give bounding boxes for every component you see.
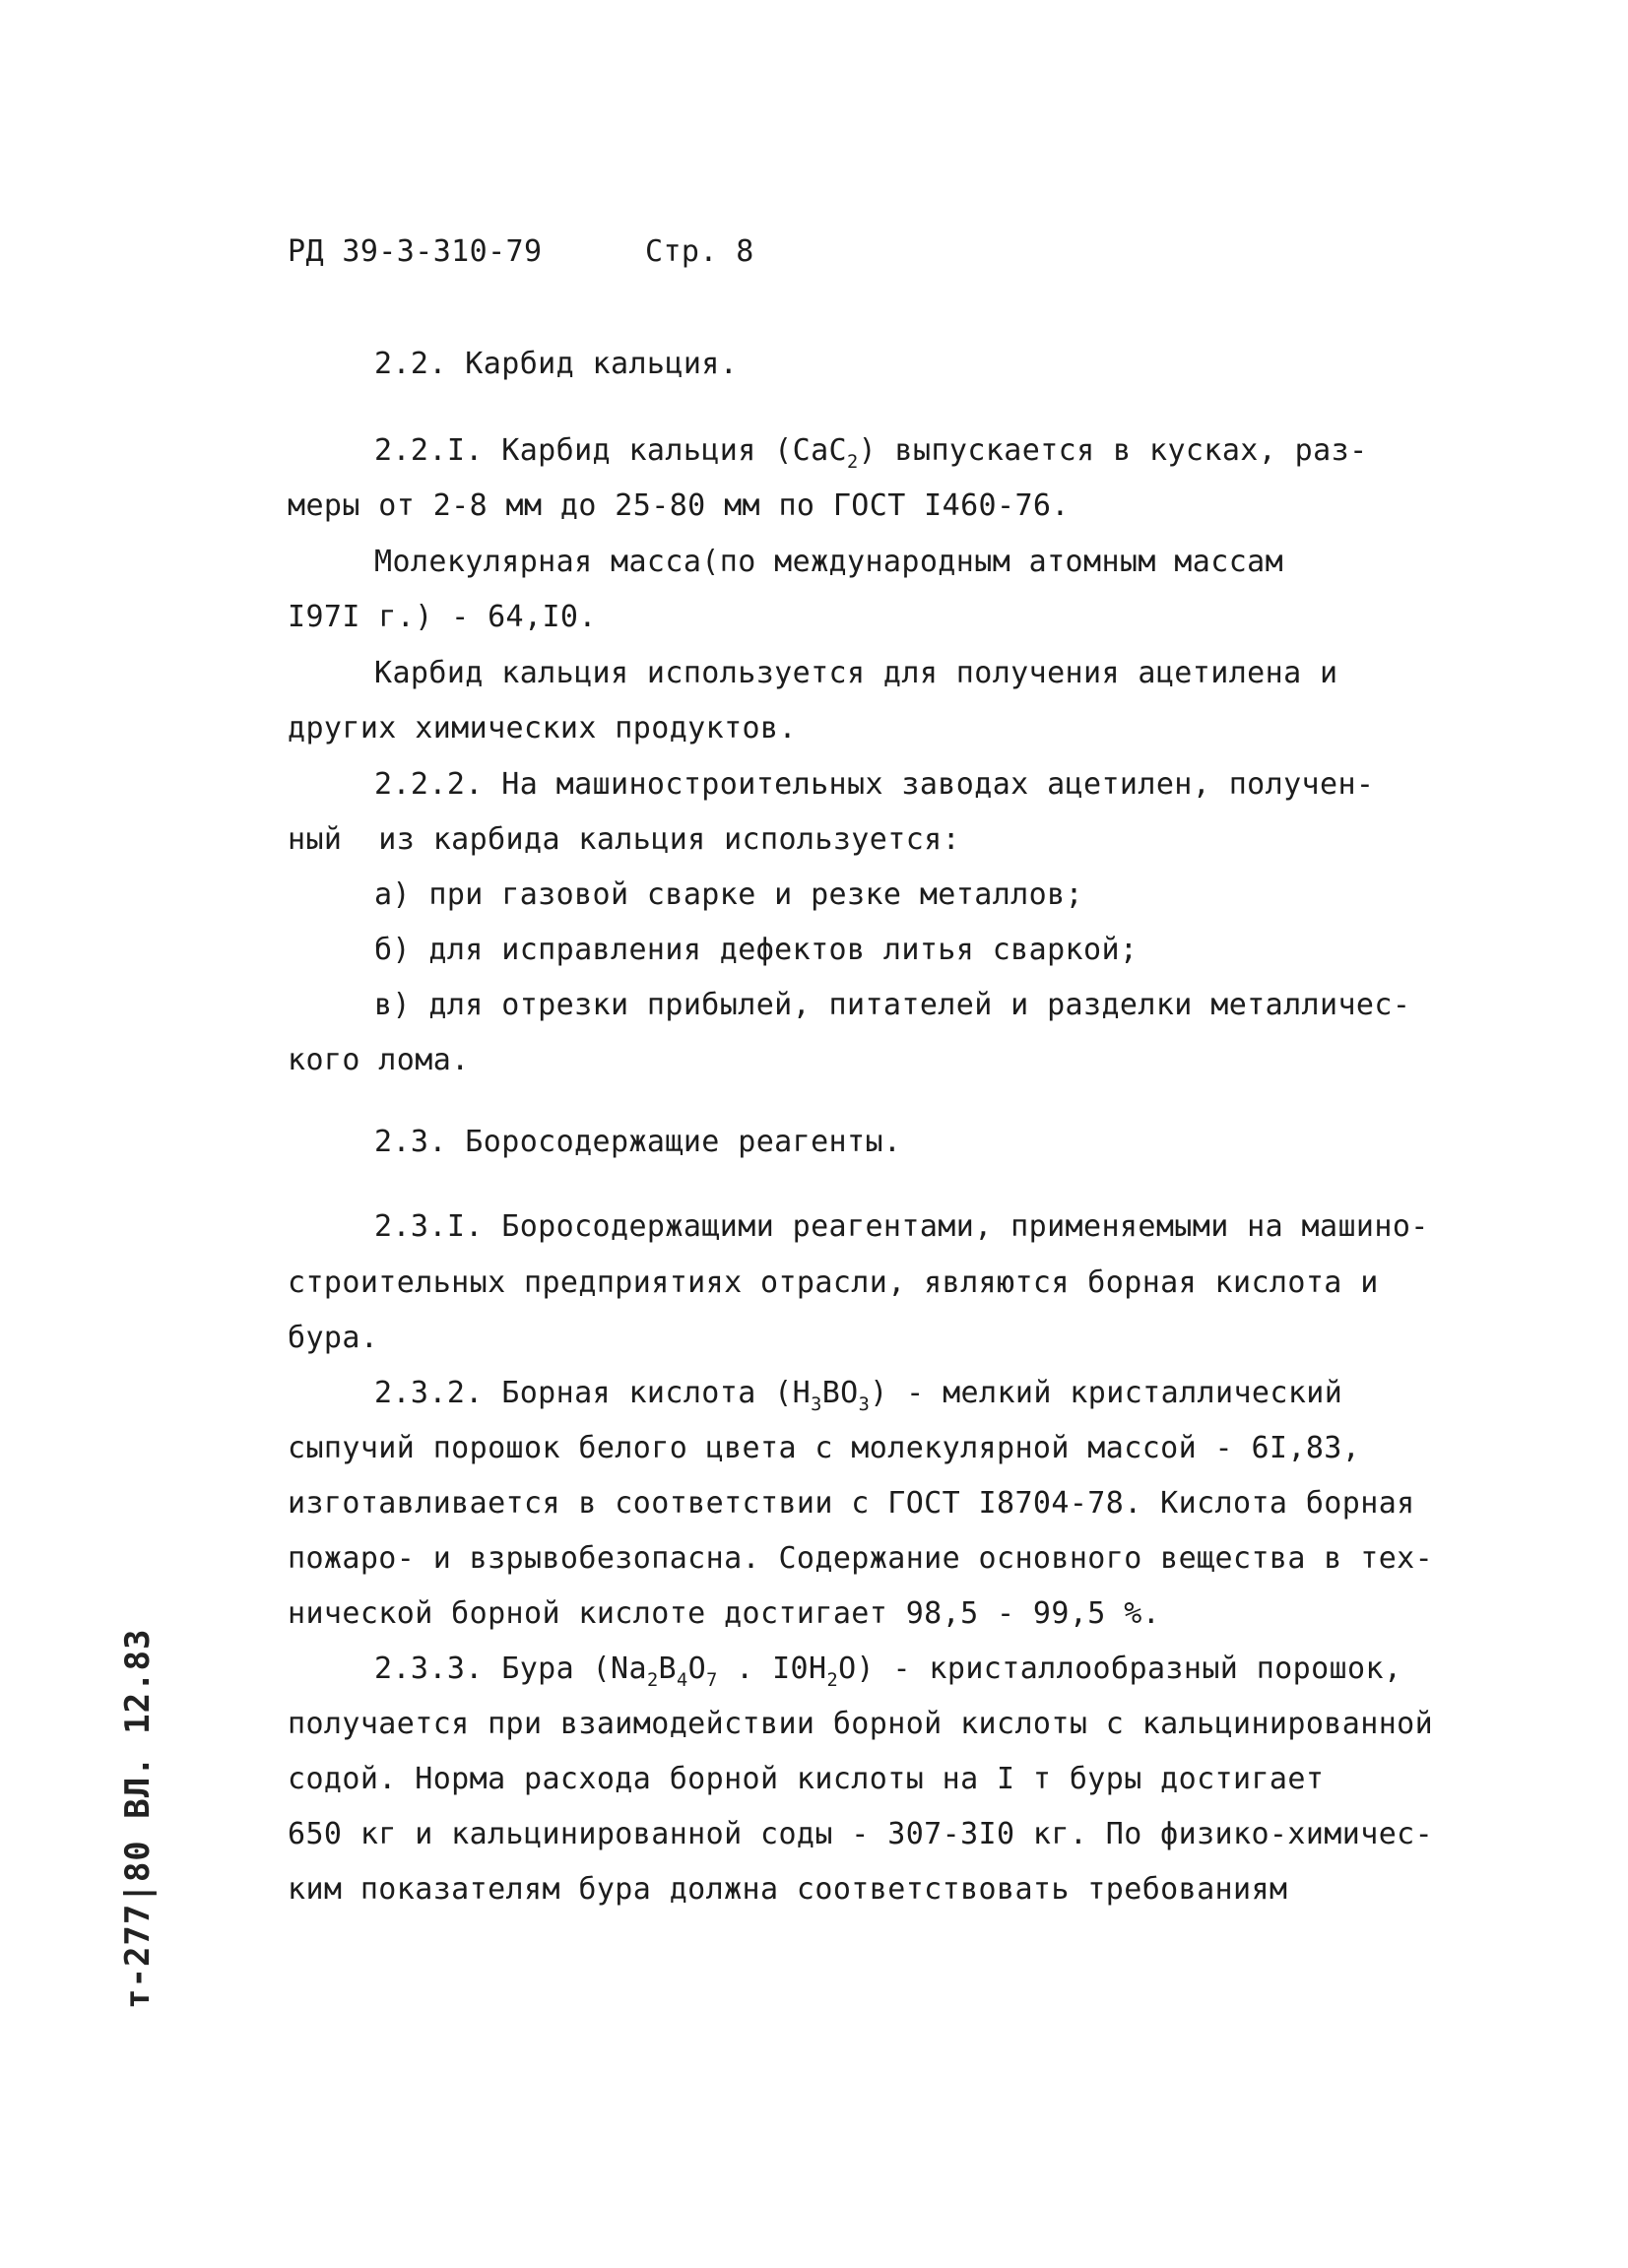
list-item: кого лома.	[288, 1043, 470, 1077]
list-item: а) при газовой сварке и резке металлов;	[374, 877, 1083, 912]
handwritten-margin-note: т-277|80 ВЛ. 12.83	[118, 1628, 158, 2009]
paragraph-line: бура.	[288, 1321, 379, 1355]
paragraph-line: 2.2.2. На машиностроительных заводах ацетилен, получен-	[374, 767, 1375, 802]
document-code: РД 39-3-310-79	[288, 234, 543, 269]
paragraph-line: Молекулярная масса(по международным атомным массам	[374, 545, 1284, 579]
paragraph-line: изготавливается в соответствии с ГОСТ I8704-78. Кислота борная	[288, 1486, 1415, 1521]
paragraph-line: нической борной кислоте достигает 98,5 - 99,5 %.	[288, 1596, 1161, 1631]
paragraph-line: I97I г.) - 64,I0.	[288, 600, 597, 634]
list-item: в) для отрезки прибылей, питателей и разделки металличес-	[374, 988, 1411, 1022]
paragraph-line: 2.3.I. Боросодержащими реагентами, применяемыми на машино-	[374, 1209, 1429, 1244]
list-item: б) для исправления дефектов литья сваркой;	[374, 933, 1139, 967]
paragraph-line: ный из карбида кальция используется:	[288, 822, 961, 857]
paragraph-line: других химических продуктов.	[288, 711, 797, 745]
paragraph-line: пожаро- и взрывобезопасна. Содержание основного вещества в тех-	[288, 1541, 1434, 1576]
section-heading-2-2: 2.2. Карбид кальция.	[374, 347, 739, 381]
paragraph-line: содой. Норма расхода борной кислоты на I т буры достигает	[288, 1762, 1325, 1796]
page-number: Стр. 8	[645, 234, 754, 269]
paragraph-line: ким показателям бура должна соответствовать требованиям	[288, 1872, 1288, 1907]
paragraph-line: 2.3.2. Борная кислота $(Н_3ВО_3)$ - мелкий кристаллический	[374, 1376, 1343, 1415]
paragraph-line: 2.2.I. Карбид кальция (СаС$_2$) выпускается в кусках, раз-	[374, 433, 1368, 473]
paragraph-line: 2.3.3. Бура ($Nа_2В_4О_7$ . $I0Н_2О$) - кристаллообразный порошок,	[374, 1652, 1402, 1691]
paragraph-line: строительных предприятиях отрасли, являются борная кислота и	[288, 1265, 1379, 1300]
paragraph-line: сыпучий порошок белого цвета с молекулярной массой - 6I,83,	[288, 1431, 1361, 1465]
paragraph-line: Карбид кальция используется для получения ацетилена и	[374, 656, 1338, 690]
paragraph-line: получается при взаимодействии борной кислоты с кальцинированной	[288, 1707, 1434, 1741]
section-heading-2-3: 2.3. Боросодержащие реагенты.	[374, 1125, 902, 1159]
paragraph-line: меры от 2-8 мм до 25-80 мм по ГОСТ I460-76.	[288, 488, 1070, 523]
paragraph-line: 650 кг и кальцинированной соды - 307-3I0 кг. По физико-химичес-	[288, 1817, 1434, 1851]
